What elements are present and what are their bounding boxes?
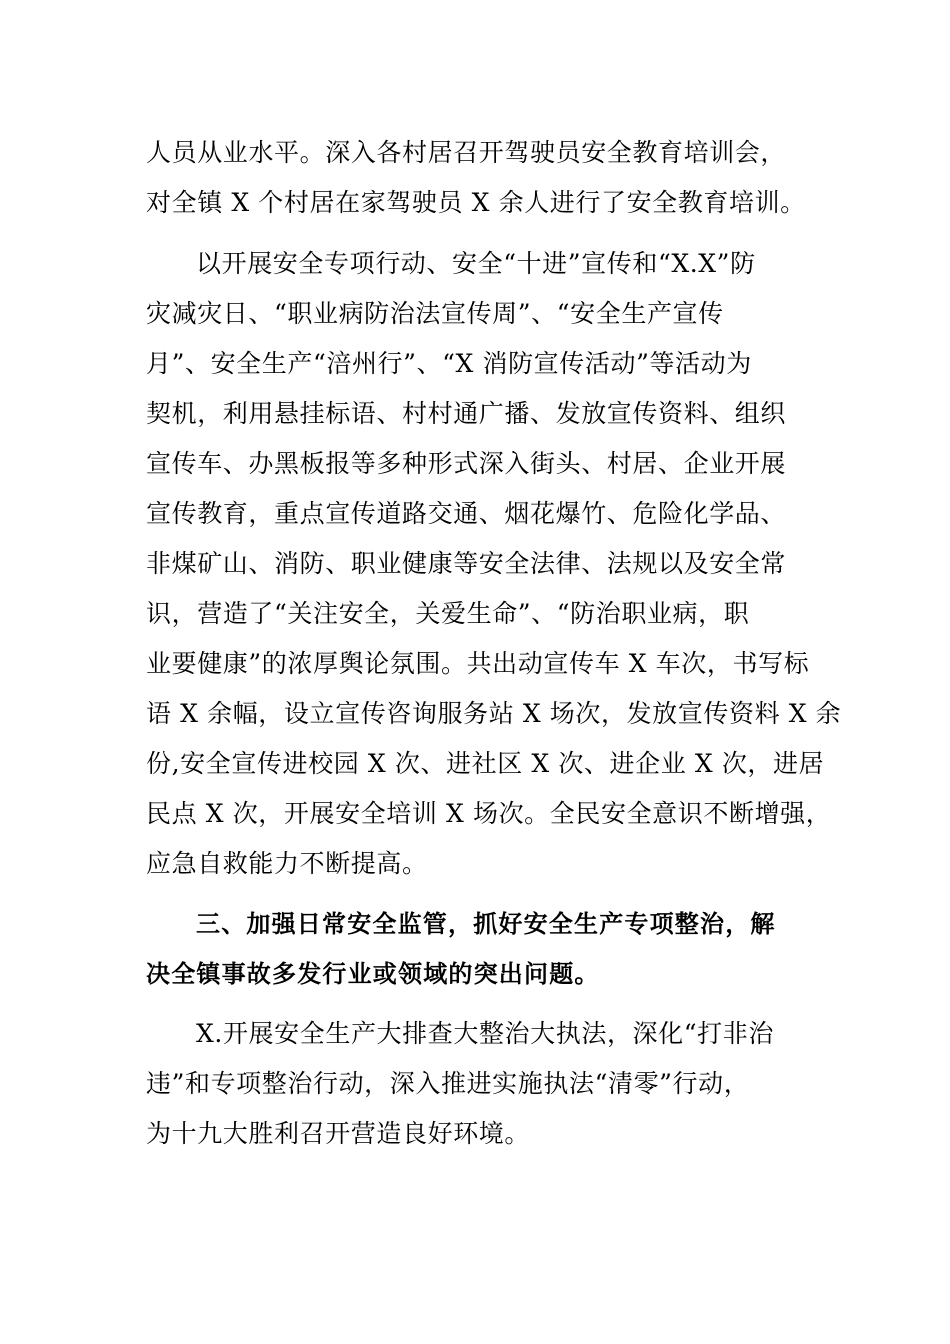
text-line: 业要健康”的浓厚舆论氛围。共出动宣传车 X 车次，书写标 xyxy=(146,649,810,678)
text-line: 为十九大胜利召开营造良好环境。 xyxy=(146,1119,531,1148)
text-line: 应急自救能力不断提高。 xyxy=(146,849,428,878)
text-line: 对全镇 X 个村居在家驾驶员 X 余人进行了安全教育培训。 xyxy=(146,188,806,217)
text-line: 灾减灾日、“职业病防治法宣传周”、“安全生产宣传 xyxy=(146,299,724,328)
text-line: 违”和专项整治行动，深入推进实施执法“清零”行动， xyxy=(146,1069,750,1098)
text-line: 人员从业水平。深入各村居召开驾驶员安全教育培训会， xyxy=(146,138,787,167)
text-line: 月”、安全生产“涪州行”、“X 消防宣传活动”等活动为 xyxy=(146,349,752,378)
heading-line: 三、加强日常安全监管，抓好安全生产专项整治，解 xyxy=(196,910,776,938)
text-line: 识，营造了“关注安全，关爱生命”、“防治职业病，职 xyxy=(146,599,750,628)
text-line: 以开展安全专项行动、安全“十进”宣传和“X.X”防 xyxy=(196,249,756,278)
text-line: 民点 X 次，开展安全培训 X 场次。全民安全意识不断增强， xyxy=(146,799,832,828)
heading-line: 决全镇事故多发行业或领域的突出问题。 xyxy=(146,960,600,988)
text-line: 语 X 余幅，设立宣传咨询服务站 X 场次，发放宣传资料 X 余 xyxy=(146,699,842,728)
text-line: X.开展安全生产大排查大整治大执法，深化“打非治 xyxy=(196,1019,774,1048)
text-line: 份,安全宣传进校园 X 次、进社区 X 次、进企业 X 次，进居 xyxy=(146,749,825,778)
text-line: 非煤矿山、消防、职业健康等安全法律、法规以及安全常 xyxy=(146,549,787,578)
text-line: 宣传教育，重点宣传道路交通、烟花爆竹、危险化学品、 xyxy=(146,499,787,528)
text-line: 契机，利用悬挂标语、村村通广播、发放宣传资料、组织 xyxy=(146,399,787,428)
text-line: 宣传车、办黑板报等多种形式深入街头、村居、企业开展 xyxy=(146,449,787,478)
